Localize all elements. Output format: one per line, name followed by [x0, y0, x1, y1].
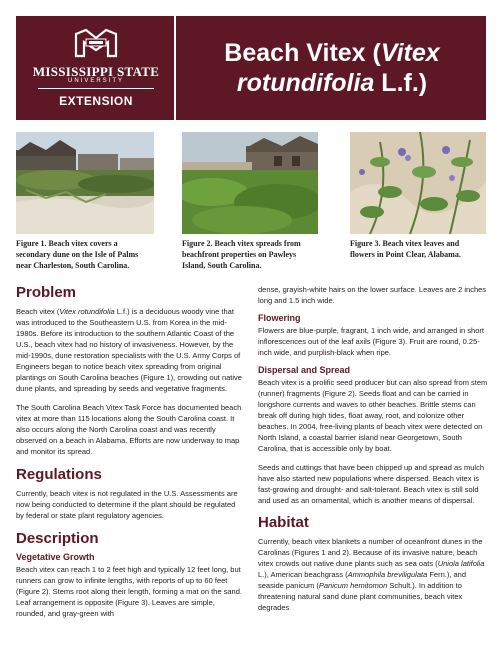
title-end: L.f.) — [374, 69, 428, 97]
dispersal-paragraph-2: Seeds and cuttings that have been chipped up and spread as mulch have also started new populations where dispersed. Beach vitex is fast-growing and drought- and salt-tolerant. Beach vitex is still sold and used as an ornamental, which is another means of dispersal. — [258, 463, 484, 505]
habitat-italic-3: Panicum hemitomon — [318, 581, 388, 590]
habitat-italic-2: Ammophila breviligulata — [347, 570, 428, 579]
habitat-text-a: Currently, beach vitex blankets a number of oceanfront dunes in the Carolinas (Figures 1 and 2). Because of its invasive nature, beach vitex crowds out native dune plants such as sea oats ( — [258, 537, 483, 568]
problem-paragraph-2: The South Carolina Beach Vitex Task Force has documented beach vitex at more than 115 locations along the South Carolina coast. It also occurs along the North Carolina coast and was recently observed on a beach in Alabama. Efforts are now underway to map and monitor its spread. — [16, 403, 242, 456]
habitat-text-c: Fern.), and seaside panicum ( — [258, 570, 467, 590]
vegetative-growth-heading: Vegetative Growth — [16, 552, 95, 562]
figure-2-photo — [182, 132, 318, 234]
figure-2-caption: Figure 2. Beach vitex spreads from beachfront properties on Pawleys Island, South Carolina. — [182, 239, 301, 270]
habitat-paragraph — [258, 536, 488, 613]
dispersal-paragraph-1: Beach vitex is a prolific seed producer but can also spread from stem (runner) fragments (Figure 2). Seeds float and can be carried in longshore currents and waves to other beaches. Brittle stems can break off during high tides, float away, root, and colonize other beaches. In 2004, free-living plants of beach vitex were detected on North Island, a coastal barrier island near Georgetown, South Carolina, that is accessible only by boat. — [258, 378, 488, 453]
title-italic: Vitex rotundifolia — [236, 39, 440, 97]
leaf-continuation-paragraph: dense, grayish-white hairs on the lower surface. Leaves are 2 inches long and 1.5 inch wide. — [258, 285, 487, 305]
flowering-heading: Flowering — [258, 313, 301, 323]
header-banner — [16, 16, 486, 120]
logo-university: UNIVERSITY — [67, 78, 124, 84]
logo-extension: EXTENSION — [59, 94, 133, 108]
habitat-text-d: Schult.). In addition to threatening natural sand dune plant communities, beach vitex degrades — [258, 581, 463, 612]
page-title — [186, 38, 478, 98]
problem-paragraph-1 — [16, 306, 244, 394]
logo-divider — [38, 88, 154, 89]
right-column — [258, 284, 488, 613]
logo-name: MISSISSIPPI STATE — [32, 64, 160, 79]
habitat-italic-1: Uniola latifolia — [437, 559, 485, 568]
figure-1-photo — [16, 132, 154, 234]
description-heading: Description — [16, 530, 99, 547]
figure-3-photo — [350, 132, 486, 234]
left-column — [16, 284, 244, 619]
msu-extension-logo[interactable] — [16, 16, 176, 120]
vegetative-growth-paragraph: Beach vitex can reach 1 to 2 feet high and typically 12 feet long, but runners can grow to infinite lengths, with reports of up to 60 feet (Figure 2). Stems root along their length, forming a mat on the sand. Leaf arrangement is opposite (Figure 3). Leaves are simple, rounded, and gray-green with — [16, 565, 242, 618]
regulations-heading: Regulations — [16, 466, 102, 483]
habitat-text-b: L.), American beachgrass ( — [258, 570, 348, 579]
regulations-paragraph: Currently, beach vitex is not regulated in the U.S. Assessments are now being conducted to determine if the plant should be regulated by federal or state plant regulatory agencies. — [16, 489, 238, 520]
problem-text-a: Beach vitex ( — [16, 307, 60, 316]
flowering-paragraph: Flowers are blue-purple, fragrant, 1 inch wide, and arranged in short inflorescences out of the leaf axils (Figure 3). Fruit are round, 0.25-inch wide, and purplish-black when ripe. — [258, 326, 484, 357]
msu-state-logo-icon — [72, 28, 120, 58]
problem-text-b: L.f.) is a deciduous woody vine that was introduced to the Southeastern U.S. from Korea in the mid-1980s. Before its introduction to the southern Atlantic Coast of the U.S., beach vitex had no history of invasiveness. However, by the mid-1990s, dune restoration specialists with the U.S. Army Corps of Engineers began to notice beach vitex spreading from original plantings on South Carolina beaches (Figure 1), crowding out native dune plants, and spreading by seeds and vegetative fragments. — [16, 307, 242, 393]
title-plain: Beach Vitex ( — [224, 39, 381, 67]
dispersal-heading: Dispersal and Spread — [258, 365, 351, 375]
problem-heading: Problem — [16, 284, 77, 301]
problem-text-italic: Vitex rotundifolia — [59, 307, 115, 316]
habitat-heading: Habitat — [258, 514, 309, 531]
figure-3-caption: Figure 3. Beach vitex leaves and flowers in Point Clear, Alabama. — [350, 239, 461, 259]
figure-1-caption: Figure 1. Beach vitex covers a secondary dune on the Isle of Palms near Charleston, South Carolina. — [16, 239, 139, 270]
